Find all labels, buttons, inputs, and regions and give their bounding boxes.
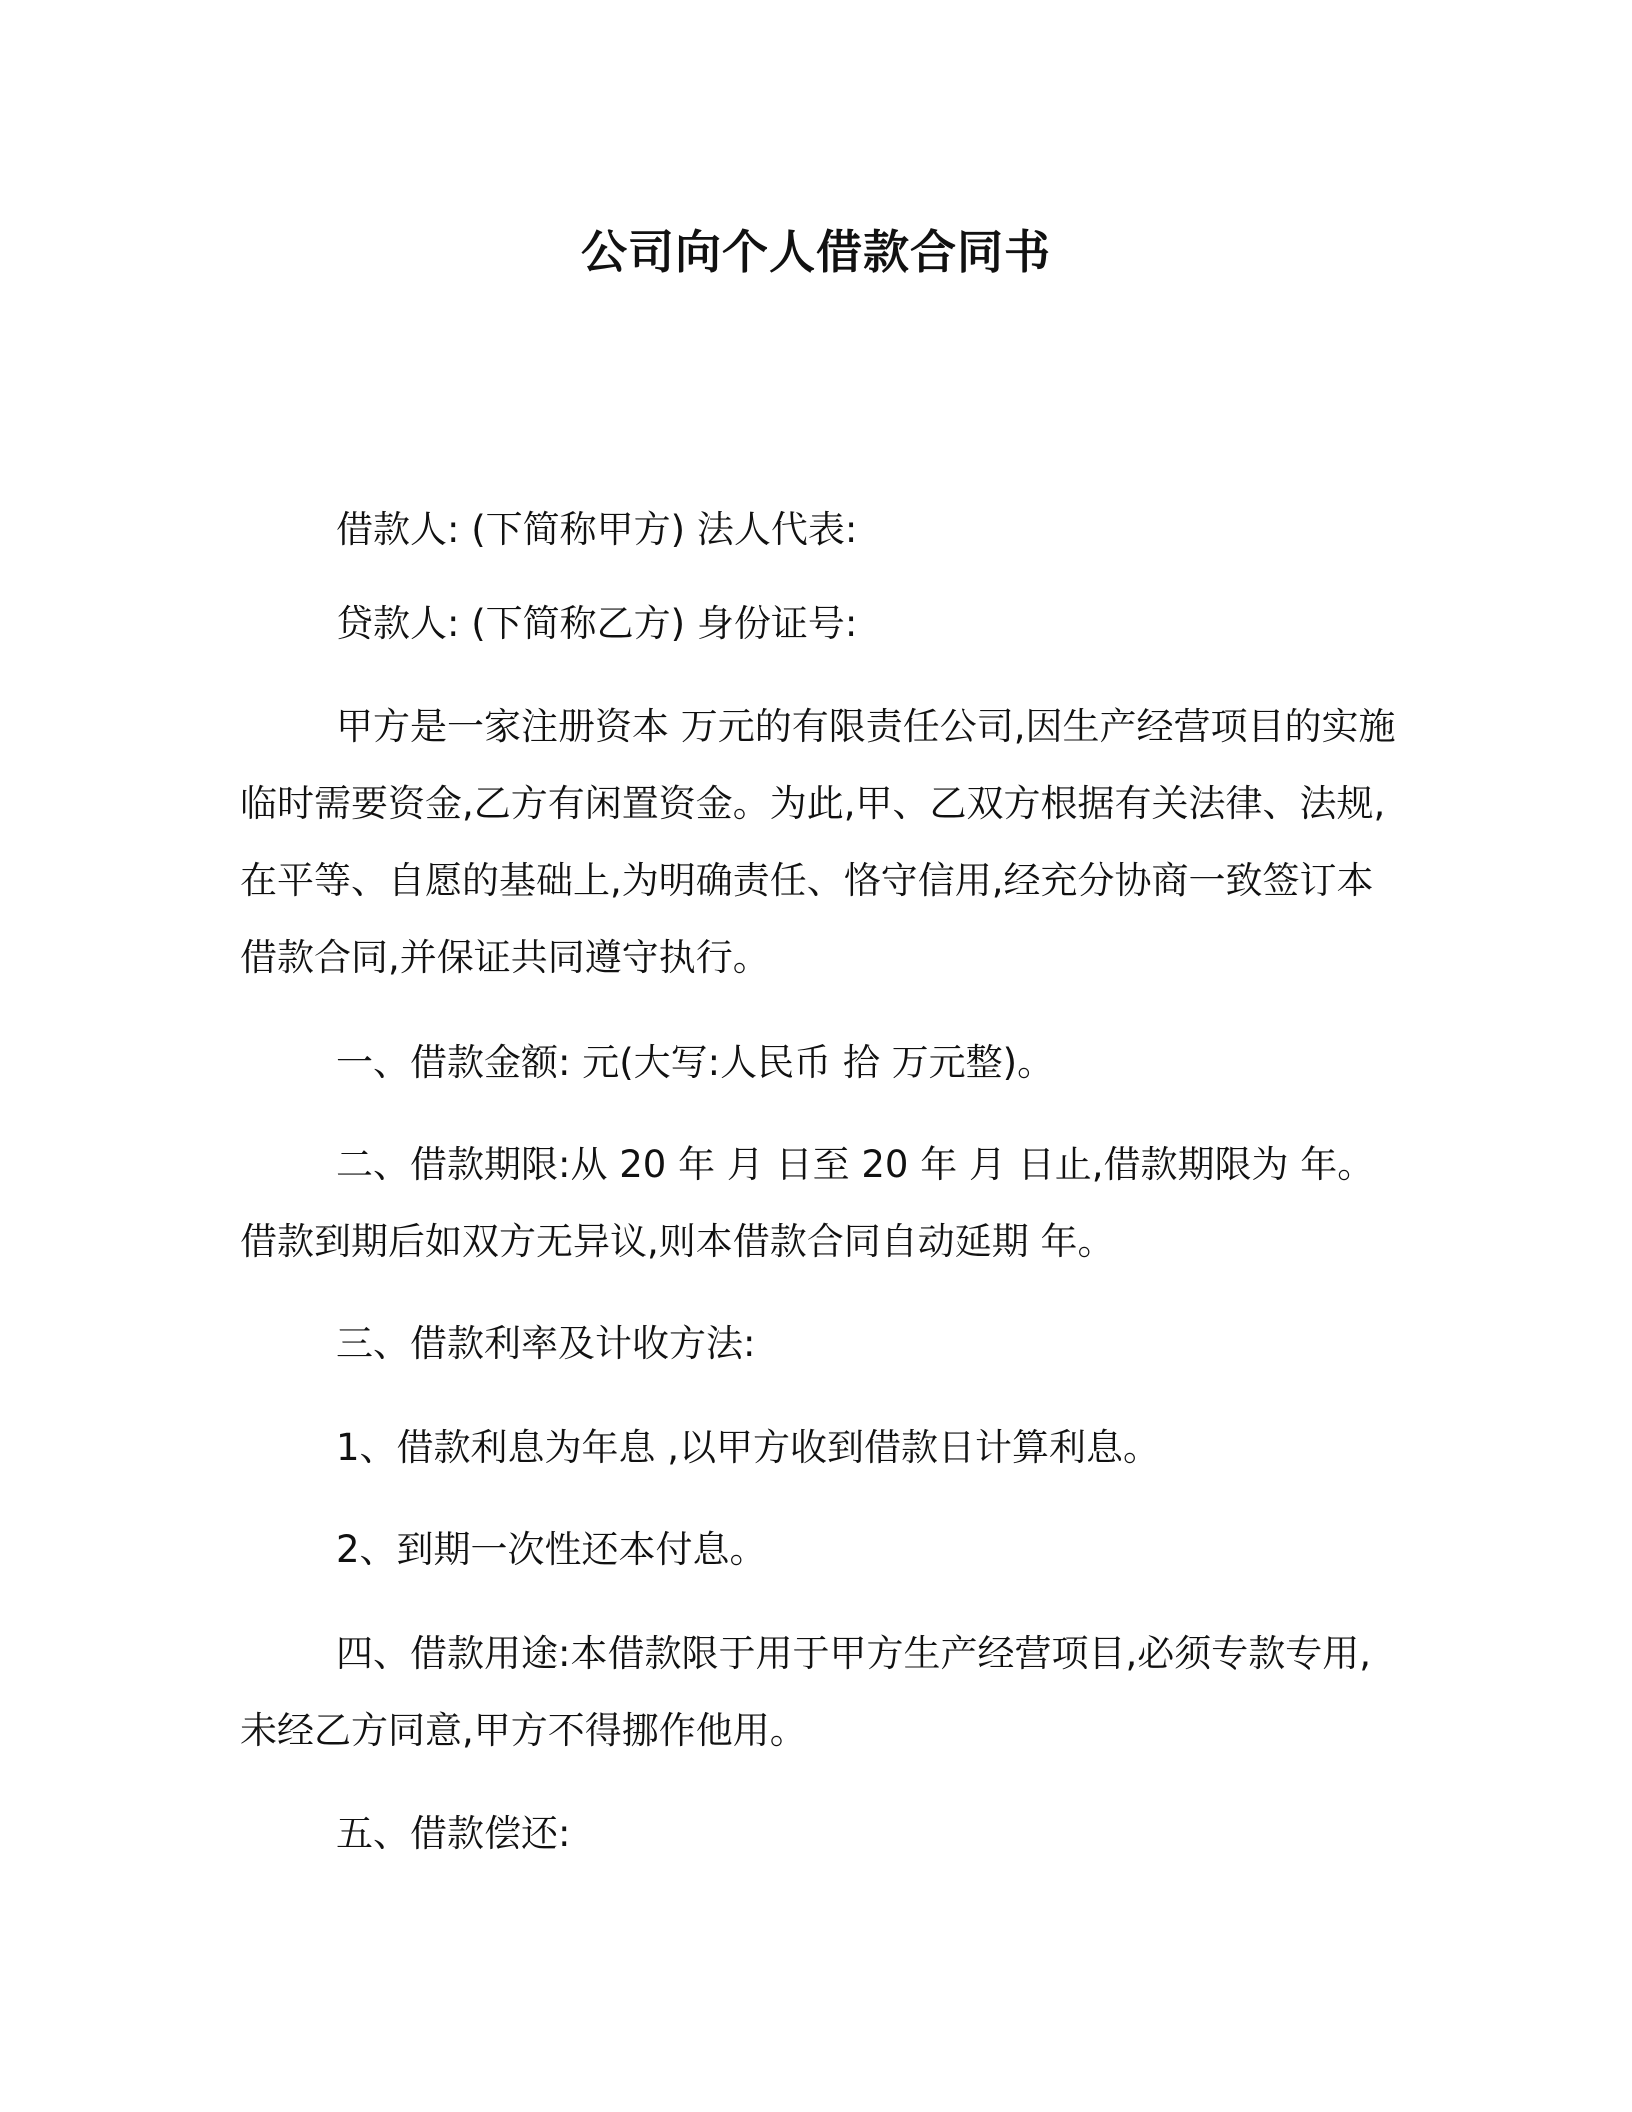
paragraph-interest-item-2: 2、到期一次性还本付息。 bbox=[336, 1528, 767, 1571]
paragraph-preamble: 甲方是一家注册资本 万元的有限责任公司,因生产经营项目的实施临时需要资金,乙方有闲置资金。为此,甲、乙双方根据有关法律、法规,在平等、自愿的基础上,为明确责任、恪守信用,经充分协商一致签订本借款合同,并保证共同遵守执行。 bbox=[240, 705, 1396, 979]
paragraph-loan-amount: 一、借款金额: 元(大写:人民币 拾 万元整)。 bbox=[336, 1041, 1055, 1084]
paragraph-loan-purpose: 四、借款用途:本借款限于用于甲方生产经营项目,必须专款专用,未经乙方同意,甲方不得挪作他用。 bbox=[240, 1632, 1371, 1752]
paragraph-lender: 贷款人: (下简称乙方) 身份证号: bbox=[336, 602, 858, 645]
paragraph-interest-heading: 三、借款利率及计收方法: bbox=[336, 1322, 756, 1365]
document-title: 公司向个人借款合同书 bbox=[581, 225, 1051, 279]
paragraph-loan-term: 二、借款期限:从 20 年 月 日至 20 年 月 日止,借款期限为 年。借款到期后如双方无异议,则本借款合同自动延期 年。 bbox=[240, 1143, 1375, 1263]
paragraph-borrower: 借款人: (下简称甲方) 法人代表: bbox=[336, 508, 858, 551]
paragraph-repayment-heading: 五、借款偿还: bbox=[336, 1812, 571, 1855]
paragraph-interest-item-1: 1、借款利息为年息 ,以甲方收到借款日计算利息。 bbox=[336, 1426, 1161, 1469]
